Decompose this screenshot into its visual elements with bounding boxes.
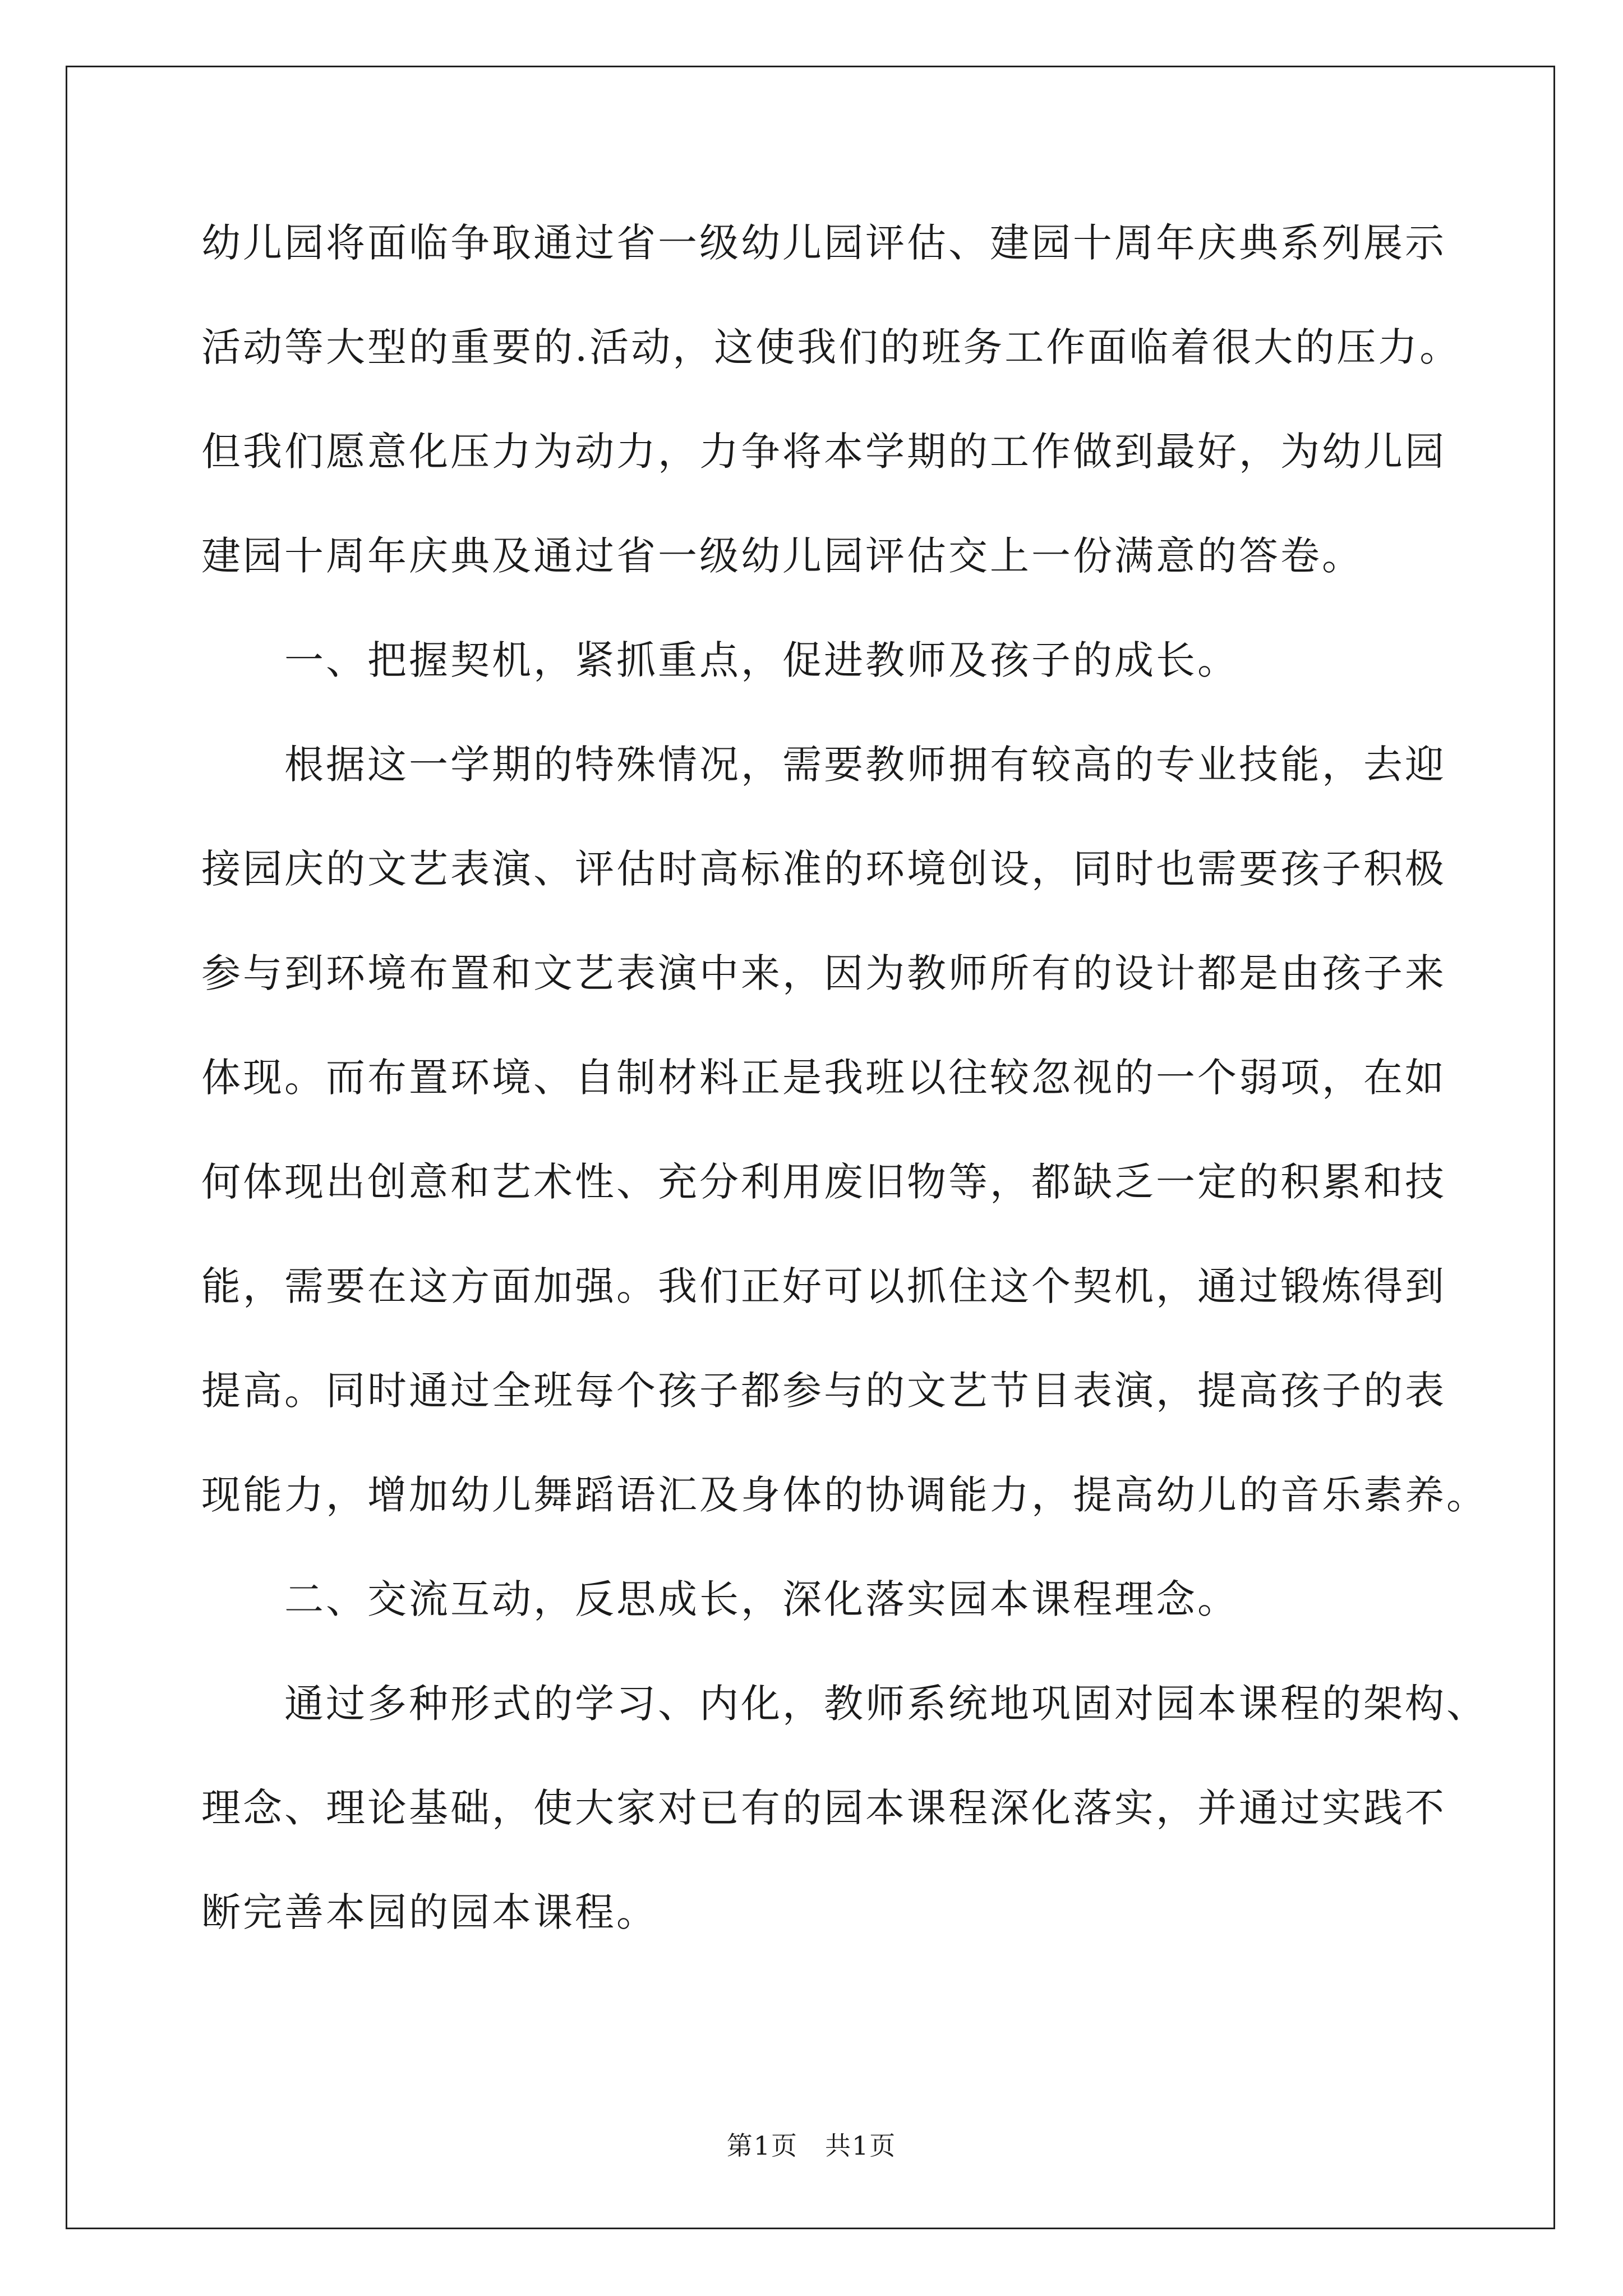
text-line-1: 幼儿园将面临争取通过省一级幼儿园评估、建园十周年庆典系列展示 bbox=[201, 220, 1446, 266]
text-line-4: 建园十周年庆典及通过省一级幼儿园评估交上一份满意的答卷。 bbox=[201, 533, 1363, 579]
text-line-13: 现能力，增加幼儿舞蹈语汇及身体的协调能力，提高幼儿的音乐素养。 bbox=[201, 1472, 1488, 1518]
document-body bbox=[201, 191, 1488, 1964]
text-line-6: 根据这一学期的特殊情况，需要教师拥有较高的专业技能，去迎 bbox=[284, 742, 1446, 788]
text-line-10: 何体现出创意和艺术性、充分利用废旧物等，都缺乏一定的积累和技 bbox=[201, 1159, 1446, 1205]
text-line-2: 活动等大型的重要的.活动，这使我们的班务工作面临着很大的压力。 bbox=[201, 324, 1461, 370]
text-line-16: 理念、理论基础，使大家对已有的园本课程深化落实，并通过实践不 bbox=[201, 1785, 1446, 1831]
section-heading-2: 二、交流互动，反思成长，深化落实园本课程理念。 bbox=[284, 1576, 1239, 1622]
text-line-17: 断完善本园的园本课程。 bbox=[201, 1889, 658, 1935]
text-line-12: 提高。同时通过全班每个孩子都参与的文艺节目表演，提高孩子的表 bbox=[201, 1368, 1446, 1414]
text-line-9: 体现。而布置环境、自制材料正是我班以往较忽视的一个弱项，在如 bbox=[201, 1055, 1446, 1101]
text-line-8: 参与到环境布置和文艺表演中来，因为教师所有的设计都是由孩子来 bbox=[201, 950, 1446, 996]
text-line-15: 通过多种形式的学习、内化，教师系统地巩固对园本课程的架构、 bbox=[284, 1681, 1488, 1727]
text-line-7: 接园庆的文艺表演、评估时高标准的环境创设，同时也需要孩子积极 bbox=[201, 846, 1446, 892]
section-heading-1: 一、把握契机，紧抓重点，促进教师及孩子的成长。 bbox=[284, 637, 1239, 683]
page-number-footer: 第1页 共1页 bbox=[726, 2131, 897, 2161]
text-line-11: 能，需要在这方面加强。我们正好可以抓住这个契机，通过锻炼得到 bbox=[201, 1263, 1446, 1309]
text-line-3: 但我们愿意化压力为动力，力争将本学期的工作做到最好，为幼儿园 bbox=[201, 429, 1446, 475]
